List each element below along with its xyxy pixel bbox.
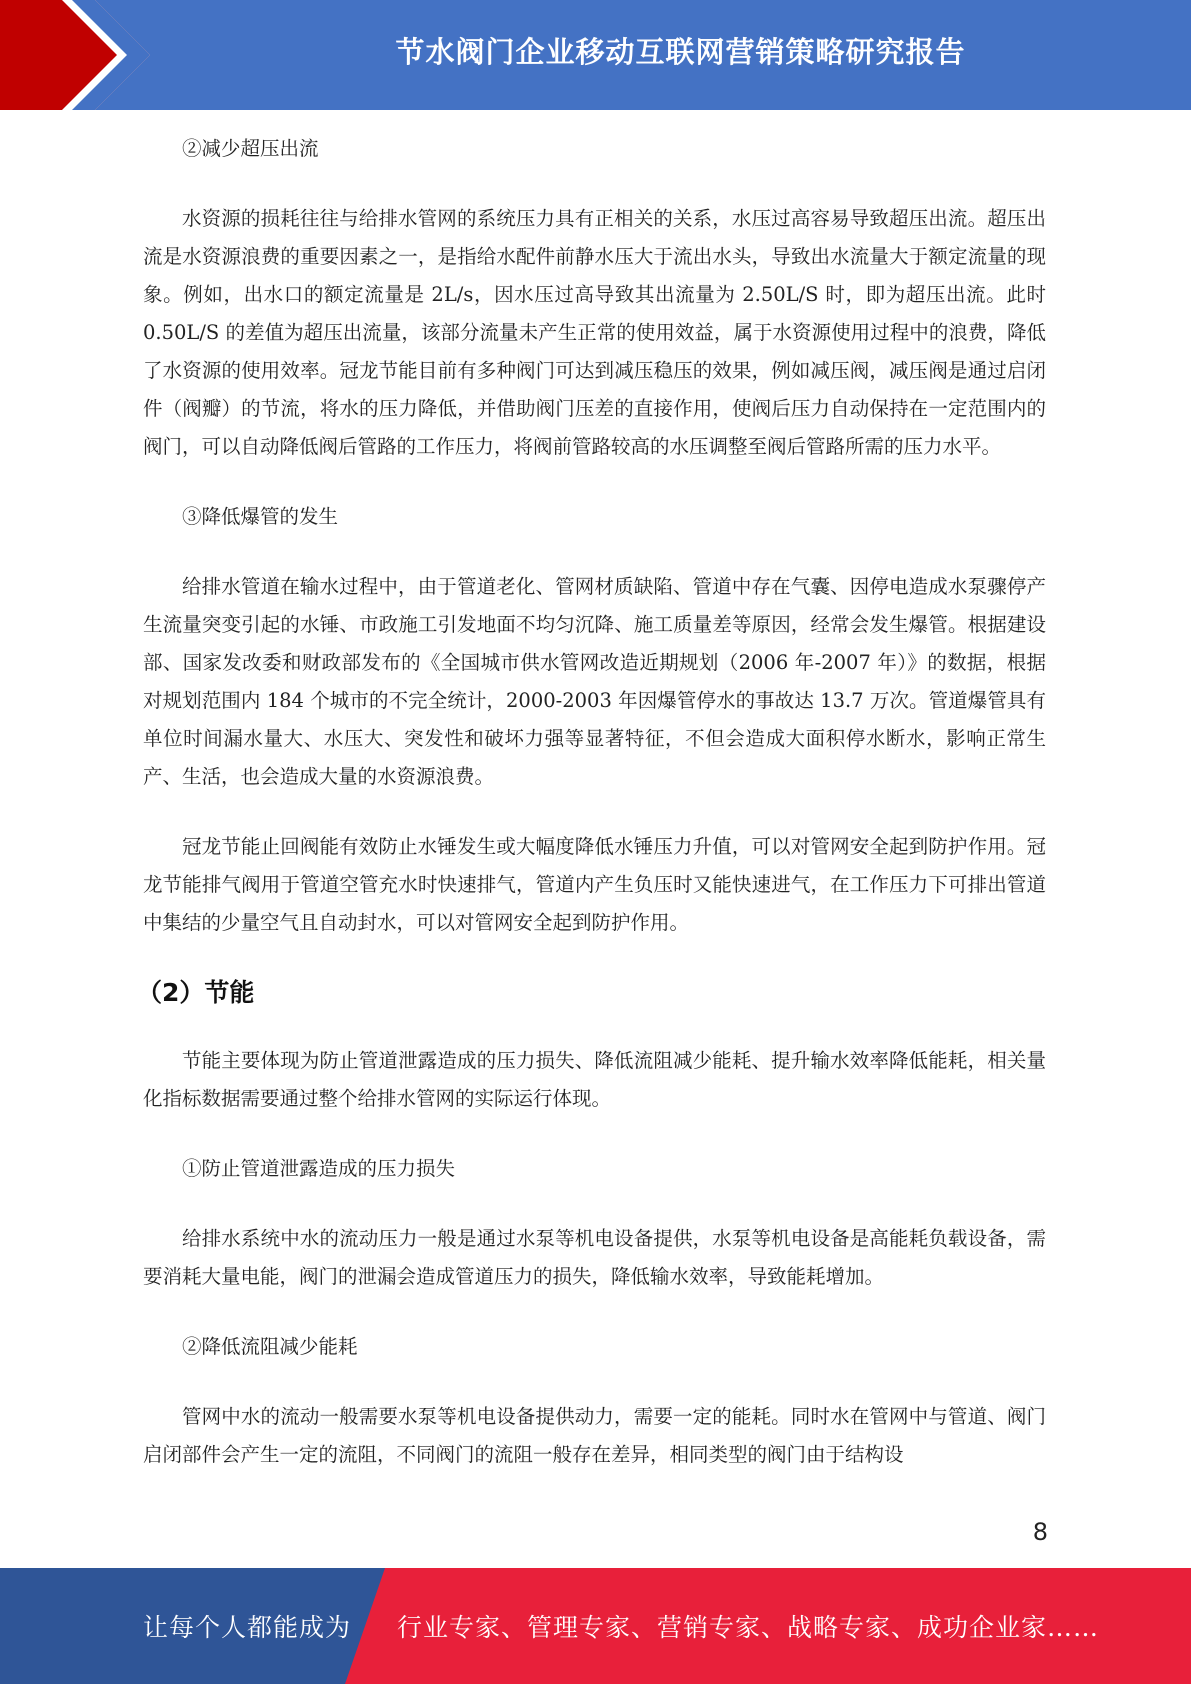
section-heading-energy-saving: （2）节能 [137,978,255,1007]
paragraph-pressure-loss: 给排水系统中水的流动压力一般是通过水泵等机电设备提供，水泵等机电设备是高能耗负载设备，需要消耗大量电能，阀门的泄漏会造成管道压力的损失，降低输水效率，导致能耗增加。 [143,1227,1046,1288]
paragraph-overpressure: 水资源的损耗往往与给排水管网的系统压力具有正相关的关系，水压过高容易导致超压出流。超压出流是水资源浪费的重要因素之一，是指给水配件前静水压大于流出水头，导致出水流量大于额定流量的现象。例如，出水口的额定流量是 2L/s，因水压过高导致其出流量为 2.50L/S 时，即为超压出流。此时 0.50L/S 的差值为超压出流量，该部分流量未产生正常的使用效益，属于水资源使用过程中的浪费，降低了水资源的使用效率。冠龙节能目前有多种阀门可达到减压稳压的效果，例如减压阀，减压阀是通过启闭件（阀瓣）的节流，将水的压力降低，并借助阀门压差的直接作用，使阀后压力自动保持在一定范围内的阀门，可以自动降低阀后管路的工作压力，将阀前管路较高的水压调整至阀后管路所需的压力水平。 [143,207,1046,458]
footer-slogan-left: 让每个人都能成为 [143,1613,352,1642]
page-footer [0,1568,1191,1684]
subheading-reduce-pipe-burst: ③降低爆管的发生 [182,505,339,528]
subheading-pressure-loss: ①防止管道泄露造成的压力损失 [182,1157,456,1180]
document-body [137,130,1046,1506]
subheading-reduce-overpressure: ②减少超压出流 [182,137,319,160]
header-title: 节水阀门企业移动互联网营销策略研究报告 [395,34,966,69]
paragraph-flow-resistance: 管网中水的流动一般需要水泵等机电设备提供动力，需要一定的能耗。同时水在管网中与管道、阀门启闭部件会产生一定的流阻，不同阀门的流阻一般存在差异，相同类型的阀门由于结构设 [143,1405,1046,1466]
subheading-flow-resistance: ②降低流阻减少能耗 [182,1335,358,1358]
footer-slogan-right: 行业专家、管理专家、营销专家、战略专家、成功企业家…… [397,1613,1100,1642]
paragraph-energy-saving: 节能主要体现为防止管道泄露造成的压力损失、降低流阻减少能耗、提升输水效率降低能耗，相关量化指标数据需要通过整个给排水管网的实际运行体现。 [143,1049,1046,1110]
page-header [0,0,1191,110]
paragraph-pipe-burst: 给排水管道在输水过程中，由于管道老化、管网材质缺陷、管道中存在气囊、因停电造成水泵骤停产生流量突变引起的水锤、市政施工引发地面不均匀沉降、施工质量差等原因，经常会发生爆管。根据建设部、国家发改委和财政部发布的《全国城市供水管网改造近期规划（2006 年-2007 年）》的数据，根据对规划范围内 184 个城市的不完全统计，2000-2003 年因爆管停水的事故达 13.7 万次。管道爆管具有单位时间漏水量大、水压大、突发性和破坏力强等显著特征，不但会造成大面积停水断水，影响正常生产、生活，也会造成大量的水资源浪费。 [143,575,1046,788]
red-chevron-icon [0,0,150,110]
page-number: 8 [1032,1518,1048,1546]
paragraph-check-valve: 冠龙节能止回阀能有效防止水锤发生或大幅度降低水锤压力升值，可以对管网安全起到防护作用。冠龙节能排气阀用于管道空管充水时快速排气，管道内产生负压时又能快速进气，在工作压力下可排出管道中集结的少量空气且自动封水，可以对管网安全起到防护作用。 [143,835,1046,934]
